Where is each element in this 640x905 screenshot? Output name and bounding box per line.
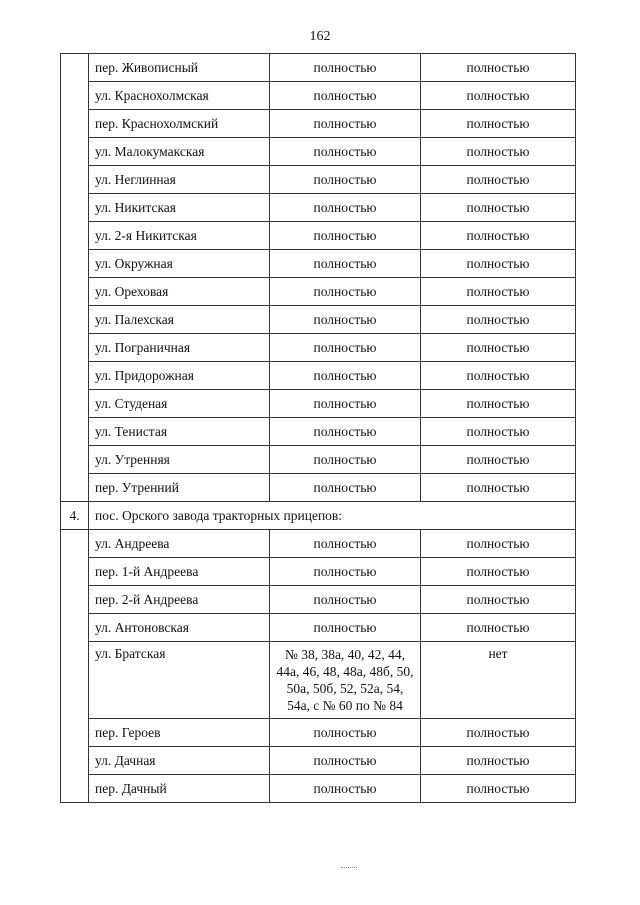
street-cell: ул. Окружная [89,250,270,278]
status-cell-2: полностью [421,166,576,194]
table-row [61,278,576,306]
status-cell-2: полностью [421,418,576,446]
table-row [61,642,576,719]
street-cell: ул. Андреева [89,530,270,558]
street-cell: пер. Живописный [89,54,270,82]
status-cell-1: полностью [270,110,421,138]
status-cell-2: полностью [421,54,576,82]
status-cell-1: полностью [270,138,421,166]
table-row [61,775,576,803]
status-cell-1: полностью [270,306,421,334]
table-row [61,719,576,747]
street-cell: пер. 1-й Андреева [89,558,270,586]
status-cell-2: полностью [421,306,576,334]
footer-mark [341,867,357,869]
status-cell-1: полностью [270,558,421,586]
status-cell-1: полностью [270,390,421,418]
table-row [61,530,576,558]
status-cell-1: полностью [270,278,421,306]
status-cell-1: полностью [270,82,421,110]
status-cell-2: полностью [421,278,576,306]
page-number: 162 [309,29,331,44]
status-cell-2: полностью [421,390,576,418]
street-cell: пер. Дачный [89,775,270,803]
street-cell: ул. Утренняя [89,446,270,474]
table-row [61,306,576,334]
status-cell-2: полностью [421,334,576,362]
table-row [61,747,576,775]
status-cell-1: полностью [270,775,421,803]
status-cell-2: полностью [421,586,576,614]
row-number-cell [61,530,89,803]
status-cell-2: полностью [421,775,576,803]
status-cell-1: полностью [270,222,421,250]
status-cell-2: полностью [421,250,576,278]
section-number: 4. [61,502,89,530]
table-row [61,474,576,502]
street-cell: ул. 2-я Никитская [89,222,270,250]
street-cell: ул. Придорожная [89,362,270,390]
status-cell-1: полностью [270,530,421,558]
table-row [61,614,576,642]
street-cell: ул. Антоновская [89,614,270,642]
status-cell-1: полностью [270,54,421,82]
status-cell-1: полностью [270,586,421,614]
status-cell-1: полностью [270,446,421,474]
table-row [61,418,576,446]
status-cell-2: полностью [421,138,576,166]
table-row [61,82,576,110]
table-row [61,362,576,390]
table-row [61,166,576,194]
status-cell-2: нет [421,642,576,719]
status-cell-2: полностью [421,446,576,474]
table-row [61,334,576,362]
status-cell-1: полностью [270,418,421,446]
street-cell: ул. Дачная [89,747,270,775]
street-cell: ул. Неглинная [89,166,270,194]
street-cell: ул. Никитская [89,194,270,222]
table-section-after [61,530,576,803]
section-title: пос. Орского завода тракторных прицепов: [89,502,576,530]
status-cell-2: полностью [421,362,576,390]
table-row [61,138,576,166]
street-cell: ул. Ореховая [89,278,270,306]
table-row [61,250,576,278]
status-cell-1: полностью [270,362,421,390]
row-number-cell [61,54,89,502]
table-row [61,446,576,474]
status-cell-2: полностью [421,82,576,110]
street-cell: пер. Краснохолмский [89,110,270,138]
table-row [61,54,576,82]
streets-table [60,53,576,803]
status-cell-1: полностью [270,250,421,278]
table-row [61,194,576,222]
street-cell: ул. Пограничная [89,334,270,362]
status-cell-1: полностью [270,334,421,362]
street-cell: пер. 2-й Андреева [89,586,270,614]
status-cell-2: полностью [421,110,576,138]
status-cell-2: полностью [421,558,576,586]
status-cell-1: полностью [270,614,421,642]
status-cell-1: полностью [270,474,421,502]
street-cell: пер. Героев [89,719,270,747]
table-row [61,222,576,250]
street-cell: ул. Студеная [89,390,270,418]
status-cell-1: полностью [270,166,421,194]
street-cell: ул. Краснохолмская [89,82,270,110]
table-row [61,110,576,138]
table-row [61,390,576,418]
table-section-header [61,502,576,530]
status-cell-1: полностью [270,747,421,775]
status-cell-2: полностью [421,474,576,502]
section-row [61,502,576,530]
street-cell: ул. Тенистая [89,418,270,446]
street-cell: ул. Братская [89,642,270,719]
status-cell-2: полностью [421,747,576,775]
table-row [61,586,576,614]
street-cell: пер. Утренний [89,474,270,502]
status-cell-1: № 38, 38а, 40, 42, 44, 44а, 46, 48, 48а, 48б, 50, 50а, 50б, 52, 52а, 54, 54а, с № 60 по № 84 [270,642,421,719]
status-cell-2: полностью [421,222,576,250]
table-section-before [61,54,576,502]
status-cell-1: полностью [270,719,421,747]
status-cell-2: полностью [421,194,576,222]
status-cell-2: полностью [421,719,576,747]
table-row [61,558,576,586]
status-cell-2: полностью [421,530,576,558]
street-cell: ул. Палехская [89,306,270,334]
status-cell-1: полностью [270,194,421,222]
street-cell: ул. Малокумакская [89,138,270,166]
status-cell-2: полностью [421,614,576,642]
